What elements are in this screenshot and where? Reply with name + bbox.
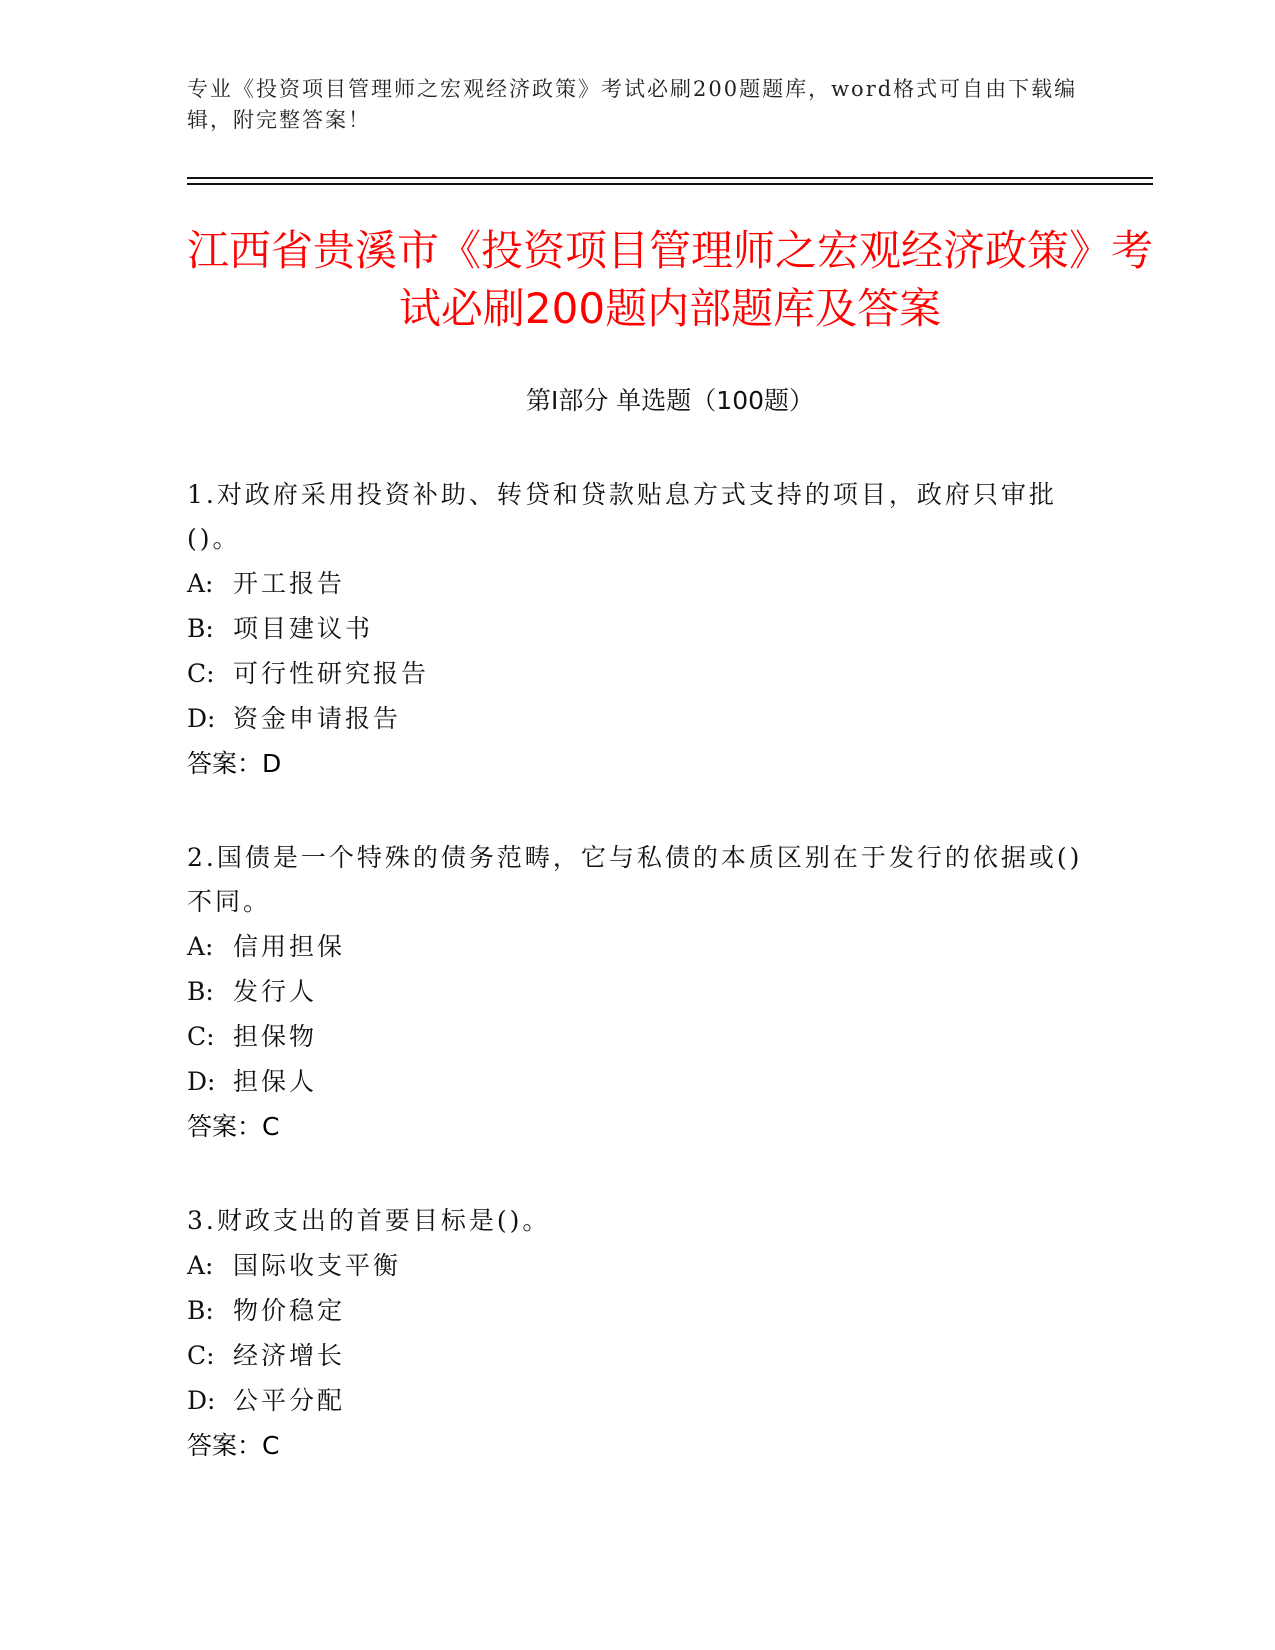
page-title: 江西省贵溪市《投资项目管理师之宏观经济政策》考试必刷200题内部题库及答案	[187, 226, 1154, 333]
option-key: B:	[187, 977, 214, 1006]
question-block	[187, 836, 1087, 1149]
option-text: 物价稳定	[233, 1296, 346, 1325]
option-b	[187, 1288, 1087, 1333]
option-text: 信用担保	[233, 932, 346, 961]
option-key: C:	[187, 1341, 215, 1370]
option-text: 国际收支平衡	[233, 1251, 402, 1280]
question-stem: 2.国债是一个特殊的债务范畴，它与私债的本质区别在于发行的依据或()不同。	[187, 843, 1083, 916]
option-text: 担保物	[233, 1022, 318, 1051]
answer-line: 答案：C	[187, 1431, 280, 1460]
option-key: A:	[187, 1251, 214, 1280]
option-key: C:	[187, 659, 215, 688]
option-text: 开工报告	[233, 569, 346, 598]
option-key: B:	[187, 1296, 214, 1325]
option-a	[187, 924, 1087, 969]
option-key: D:	[187, 1067, 216, 1096]
option-text: 资金申请报告	[233, 704, 402, 733]
option-d	[187, 1059, 1087, 1104]
question-stem: 1.对政府采用投资补助、转贷和贷款贴息方式支持的项目，政府只审批()。	[187, 480, 1057, 553]
option-text: 可行性研究报告	[233, 659, 430, 688]
option-text: 经济增长	[233, 1341, 346, 1370]
question-block	[187, 473, 1087, 786]
option-b	[187, 969, 1087, 1014]
answer-line: 答案：C	[187, 1112, 280, 1141]
option-key: C:	[187, 1022, 215, 1051]
option-a	[187, 561, 1087, 606]
section-title: 第Ⅰ部分 单选题（100题）	[525, 386, 815, 415]
question-stem: 3.财政支出的首要目标是()。	[187, 1206, 551, 1235]
option-d	[187, 696, 1087, 741]
option-text: 发行人	[233, 977, 318, 1006]
header-note: 专业《投资项目管理师之宏观经济政策》考试必刷200题题库，word格式可自由下载编辑，附完整答案！	[187, 77, 1078, 132]
option-b	[187, 606, 1087, 651]
option-c	[187, 1333, 1087, 1378]
option-text: 担保人	[233, 1067, 318, 1096]
option-d	[187, 1378, 1087, 1423]
option-key: A:	[187, 569, 214, 598]
option-c	[187, 1014, 1087, 1059]
option-text: 公平分配	[233, 1386, 346, 1415]
header-divider-bottom	[187, 183, 1153, 185]
option-text: 项目建议书	[233, 614, 374, 643]
option-key: D:	[187, 1386, 216, 1415]
answer-line: 答案：D	[187, 749, 282, 778]
option-key: A:	[187, 932, 214, 961]
option-a	[187, 1243, 1087, 1288]
question-block	[187, 1199, 1087, 1468]
option-key: D:	[187, 704, 216, 733]
option-key: B:	[187, 614, 214, 643]
header-divider-top	[187, 177, 1153, 179]
option-c	[187, 651, 1087, 696]
